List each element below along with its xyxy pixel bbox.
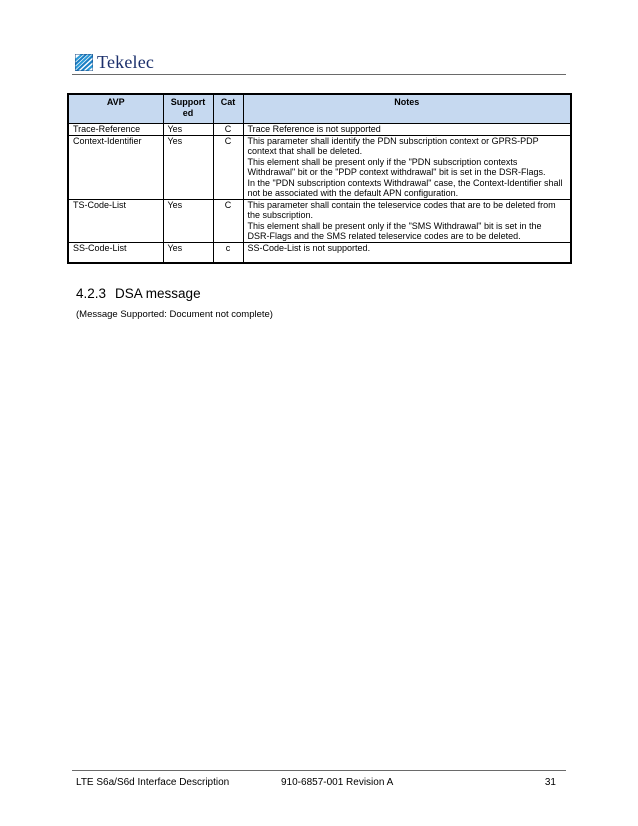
cell-notes [243, 242, 571, 263]
note-line: In the "PDN subscription contexts Withdrawal" case, the Context-Identifier shall not be associated with the default APN configuration. [247, 177, 563, 198]
footer-page-number: 31 [544, 777, 556, 788]
cell-notes [243, 135, 571, 199]
section-number: 4.2.3 [76, 286, 107, 301]
cell-cat: C [213, 135, 243, 199]
note-line: SS-Code-List is not supported. [247, 242, 371, 253]
section-heading [76, 286, 201, 301]
company-logo [75, 52, 154, 72]
header-notes: Notes [243, 94, 571, 124]
cell-supported: Yes [163, 242, 213, 263]
header-cat: Cat [213, 94, 243, 124]
page-footer [72, 770, 566, 788]
section-note: (Message Supported: Document not complete) [76, 309, 273, 320]
cell-supported: Yes [163, 124, 213, 136]
footer-document-title: LTE S6a/S6d Interface Description [76, 777, 230, 788]
table-row [68, 242, 571, 263]
cell-cat: c [213, 242, 243, 263]
cell-avp: Trace-Reference [68, 124, 163, 136]
table-row [68, 124, 571, 136]
cell-avp: TS-Code-List [68, 199, 163, 242]
note-line: This element shall be present only if the "SMS Withdrawal" bit is set in the DSR-Flags and the SMS related teleservice codes are to be deleted. [247, 220, 542, 241]
note-line: This parameter shall contain the teleservice codes that are to be deleted from the subscription. [247, 199, 556, 220]
cell-cat: C [213, 199, 243, 242]
note-line: Trace Reference is not supported [247, 124, 381, 134]
table-row [68, 199, 571, 242]
tekelec-logo-icon [75, 54, 93, 71]
cell-notes [243, 199, 571, 242]
cell-notes [243, 124, 571, 136]
logo-text: Tekelec [97, 52, 155, 72]
cell-supported: Yes [163, 199, 213, 242]
cell-avp: Context-Identifier [68, 135, 163, 199]
note-line: This element shall be present only if the "PDN subscription contexts Withdrawal" bit or the "PDP context withdrawal" bit is set in the DSR-Flags. [247, 156, 546, 177]
page-header [72, 52, 566, 75]
section-title: DSA message [115, 286, 201, 301]
header-avp: AVP [68, 94, 163, 124]
note-line: This parameter shall identify the PDN subscription context or GPRS-PDP context that shall be deleted. [247, 135, 539, 156]
cell-avp: SS-Code-List [68, 242, 163, 263]
header-supported: Support ed [163, 94, 213, 124]
avp-table [67, 93, 572, 264]
table-row [68, 135, 571, 199]
cell-cat: C [213, 124, 243, 136]
table-header-row [68, 94, 571, 124]
cell-supported: Yes [163, 135, 213, 199]
footer-revision: 910-6857-001 Revision A [281, 777, 394, 788]
